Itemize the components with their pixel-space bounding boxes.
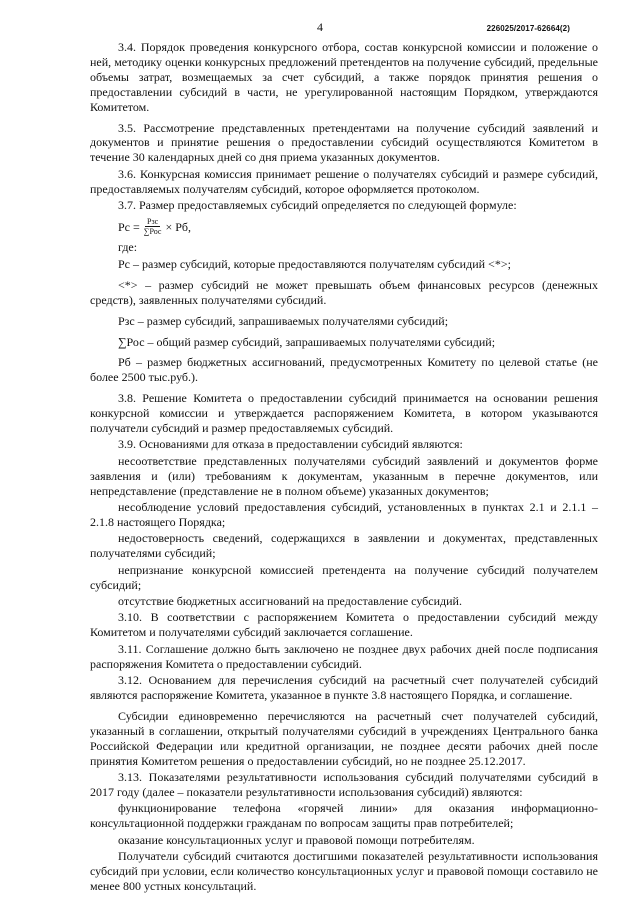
- footnote-asterisk: <*> – размер субсидий не может превышать объем финансовых ресурсов (денежных средств), заявленных получателями субсидий.: [90, 277, 598, 307]
- paragraph-3-8: 3.8. Решение Комитета о предоставлении субсидий принимается на основании решения конкурсной комиссии и утверждается распоряжением Комитета, в котором указываются получатели субсидий и размер предоставляемых субсидий.: [90, 391, 598, 436]
- definition-rzs: Рзс – размер субсидий, запрашиваемых получателями субсидий;: [118, 313, 449, 328]
- paragraph-3-11: 3.11. Соглашение должно быть заключено не позднее двух рабочих дней после подписания распоряжения Комитета о предоставлении субсидий.: [90, 641, 598, 671]
- refusal-reason-5: отсутствие бюджетных ассигнований на предоставление субсидий.: [118, 594, 462, 608]
- formula-fraction: [144, 217, 162, 237]
- paragraph-3-6: 3.6. Конкурсная комиссия принимает решение о получателях субсидий и размере субсидий, предоставляемых получателям субсидий, которое оформляется протоколом.: [90, 166, 598, 196]
- paragraph-3-7: 3.7. Размер предоставляемых субсидий определяется по следующей формуле:: [118, 198, 517, 213]
- formula-denominator: ∑Рос: [143, 227, 162, 237]
- paragraph-3-12: 3.12. Основанием для перечисления субсидий на расчетный счет получателей субсидий являются распоряжение Комитета, указанное в пункте 3.8 настоящего Порядка, и соглашение.: [90, 673, 598, 702]
- definition-sum-ros: ∑Рос – общий размер субсидий, запрашиваемых получателями субсидий;: [118, 334, 496, 349]
- page-number: 4: [317, 20, 323, 34]
- paragraph-3-13: 3.13. Показателями результативности использования субсидий получателями субсидий в 2017 году (далее – показатели результативности использования субсидий) являются:: [90, 769, 598, 799]
- refusal-reason-1: несоответствие представленных получателями субсидий заявлений и документов форме заявления и (или) требованиям к документам, указанным в перечне документов, или непредставление (представление не в полном объеме) указанных документов;: [90, 453, 598, 498]
- paragraph-3-10: 3.10. В соответствии с распоряжением Комитета о предоставлении субсидий между Комитетом и получателями субсидий заключается соглашение.: [90, 610, 598, 640]
- paragraph-conclusion: Получатели субсидий считаются достигшими показателей результативности использования субсидий при условии, если количество консультационных услуг и правовой помощи составило не менее 800 устных консультаций.: [90, 849, 598, 893]
- paragraph-3-9: 3.9. Основаниями для отказа в предоставлении субсидий являются:: [118, 437, 463, 452]
- document-id: 226025/2017-62664(2): [486, 24, 570, 33]
- refusal-reason-4: непризнание конкурсной комиссией претендента на получение субсидий получателем субсидий;: [90, 562, 598, 592]
- refusal-reason-3: недостоверность сведений, содержащихся в заявлении и документах, представленных получателями субсидий;: [90, 531, 598, 561]
- document-body: [90, 40, 598, 895]
- formula-times-term: × Рб,: [165, 220, 192, 235]
- refusal-reason-2: несоблюдение условий предоставления субсидий, установленных в пунктах 2.1 и 2.1.1 – 2.1.8 настоящего Порядка;: [90, 500, 598, 529]
- formula-lhs: Рс =: [118, 220, 140, 235]
- subsidy-formula: [118, 214, 598, 240]
- definition-rs: Рс – размер субсидий, которые предоставляются получателям субсидий <*>;: [118, 256, 511, 271]
- indicator-2: оказание консультационных услуг и правовой помощи потребителям.: [118, 832, 475, 847]
- indicator-1: функционирование телефона «горячей линии» для оказания информационно-консультационной поддержки гражданам по вопросам защиты прав потребителей;: [90, 801, 598, 831]
- formula-numerator: Рзс: [147, 217, 159, 227]
- paragraph-3-4: 3.4. Порядок проведения конкурсного отбора, состав конкурсной комиссии и положение о ней, методику оценки конкурсных предложений претендентов на получение субсидий, предельные объемы затрат, возмещаемых за счет субсидий, а также порядок принятия решения о предоставлении субсидий в части, не урегулированной настоящим Порядком, утверждаются Комитетом.: [90, 40, 598, 114]
- paragraph-transfer: Субсидии единовременно перечисляются на расчетный счет получателей субсидий, указанный в соглашении, открытый получателями субсидий в учреждениях Центрального банка Российской Федерации или кредитной организации, не позднее десяти рабочих дней после принятия Комитетом решения о предоставлении субсидий, но не позднее 25.12.2017.: [90, 708, 598, 768]
- paragraph-where: где:: [118, 240, 138, 255]
- definition-rb: Рб – размер бюджетных ассигнований, предусмотренных Комитету по целевой статье (не более 2500 тыс.руб.).: [90, 355, 598, 385]
- paragraph-3-5: 3.5. Рассмотрение представленных претендентами на получение субсидий заявлений и документов и принятие решения о предоставлении субсидий осуществляются Комитетом в течение 30 календарных дней со дня приема указанных документов.: [90, 120, 598, 165]
